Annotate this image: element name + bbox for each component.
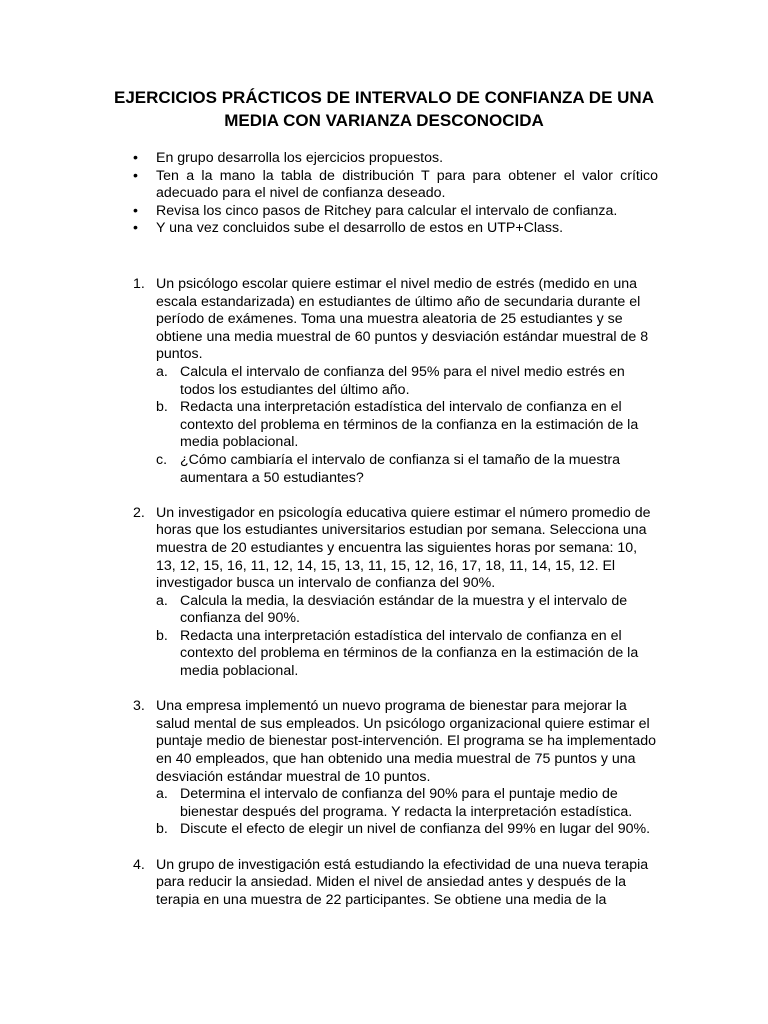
exercise-number: 3. [133, 698, 145, 715]
instruction-item [0, 203, 658, 221]
bullet-icon: • [133, 202, 138, 219]
instructions-list [0, 150, 768, 238]
item-letter: a. [156, 363, 168, 380]
instruction-text: En grupo desarrolla los ejercicios propuestos. [156, 150, 444, 166]
item-letter: b. [156, 821, 168, 838]
item-text: Discute el efecto de elegir un nivel de confianza del 99% en lugar del 90%. [180, 821, 651, 838]
exercise-number: 1. [133, 276, 145, 292]
instruction-item [0, 150, 658, 168]
bullet-icon: • [133, 167, 138, 184]
item-text: ¿Cómo cambiaría el intervalo de confianza si el tamaño de la muestra aumentara a 50 estudiantes? [180, 451, 621, 486]
instruction-text: Revisa los cinco pasos de Ritchey para calcular el intervalo de confianza. [156, 202, 618, 219]
item-text: Calcula el intervalo de confianza del 95% para el nivel medio estrés en todos los estudiantes del último año. [180, 363, 625, 398]
item-text: Redacta una interpretación estadística del intervalo de confianza en el contexto del problema en términos de la confianza en la estimación de la media poblacional. [180, 627, 639, 680]
exercise-item [156, 786, 658, 821]
item-text: Calcula la media, la desviación estándar de la muestra y el intervalo de confianza del 90%. [180, 592, 628, 627]
exercise-text: Una empresa implementó un nuevo programa de bienestar para mejorar la salud mental de sus empleados. Un psicólogo organizacional quiere estimar el puntaje medio de bienestar post-intervención. El programa se ha implementado en 40 empleados, que han obtenido una media muestral de 75 puntos y una desviación estándar muestral de 10 puntos. [156, 698, 657, 785]
exercise-4 [0, 857, 658, 910]
exercise-3 [0, 698, 658, 839]
exercise-1 [0, 276, 658, 487]
item-letter: b. [156, 399, 168, 416]
instruction-text: Y una vez concluidos sube el desarrollo de estos en UTP+Class. [156, 220, 564, 237]
exercise-text: Un psicólogo escolar quiere estimar el nivel medio de estrés (medido en una escala estandarizada) en estudiantes de último año de secundaria durante el período de exámenes. Toma una muestra aleatoria de 25 estudiantes y se obtiene una media muestral de 60 puntos y desviación estándar muestral de 8 puntos. [156, 276, 649, 363]
exercise-item [156, 593, 658, 628]
exercise-text: Un investigador en psicología educativa quiere estimar el número promedio de horas que los estudiantes universitarios estudian por semana. Selecciona una muestra de 20 estudiantes y encuentra las siguientes horas por semana: 10, 13, 12, 15, 16, 11, 12, 14, 15, 13, 11, 15, 12, 16, 17, 18, 11, 14, 15, 12. El investigador busca un intervalo de confianza del 90%. [156, 504, 651, 592]
instruction-text: Ten a la mano la tabla de distribución T para para obtener el valor crítico adecuado para el nivel de confianza deseado. [156, 167, 658, 202]
document-title: EJERCICIOS PRÁCTICOS DE INTERVALO DE CONFIANZA DE UNA MEDIA CON VARIANZA DESCONOCIDA [114, 88, 654, 130]
exercise-number: 4. [133, 856, 145, 873]
exercise-item [156, 364, 658, 399]
exercise-item [156, 628, 658, 681]
exercise-number: 2. [133, 504, 145, 521]
exercise-2 [0, 505, 658, 681]
exercise-item [156, 452, 658, 487]
instruction-item [0, 168, 658, 203]
exercise-text: Un grupo de investigación está estudiando la efectividad de una nueva terapia para reducir la ansiedad. Miden el nivel de ansiedad antes y después de la terapia en una muestra de 22 participantes. Se obtiene una media de la [156, 856, 649, 908]
item-letter: c. [156, 451, 168, 468]
bullet-icon: • [133, 220, 138, 237]
item-letter: b. [156, 627, 168, 644]
item-letter: a. [156, 786, 168, 803]
exercises-list [0, 276, 768, 927]
item-letter: a. [156, 592, 168, 609]
item-text: Redacta una interpretación estadística del intervalo de confianza en el contexto del problema en términos de la confianza en la estimación de la media poblacional. [180, 399, 639, 451]
exercise-item [156, 821, 658, 839]
bullet-icon: • [133, 150, 138, 166]
exercise-item [156, 399, 658, 452]
instruction-item [0, 220, 658, 238]
item-text: Determina el intervalo de confianza del 90% para el puntaje medio de bienestar después del programa. Y redacta la interpretación estadística. [180, 786, 633, 820]
